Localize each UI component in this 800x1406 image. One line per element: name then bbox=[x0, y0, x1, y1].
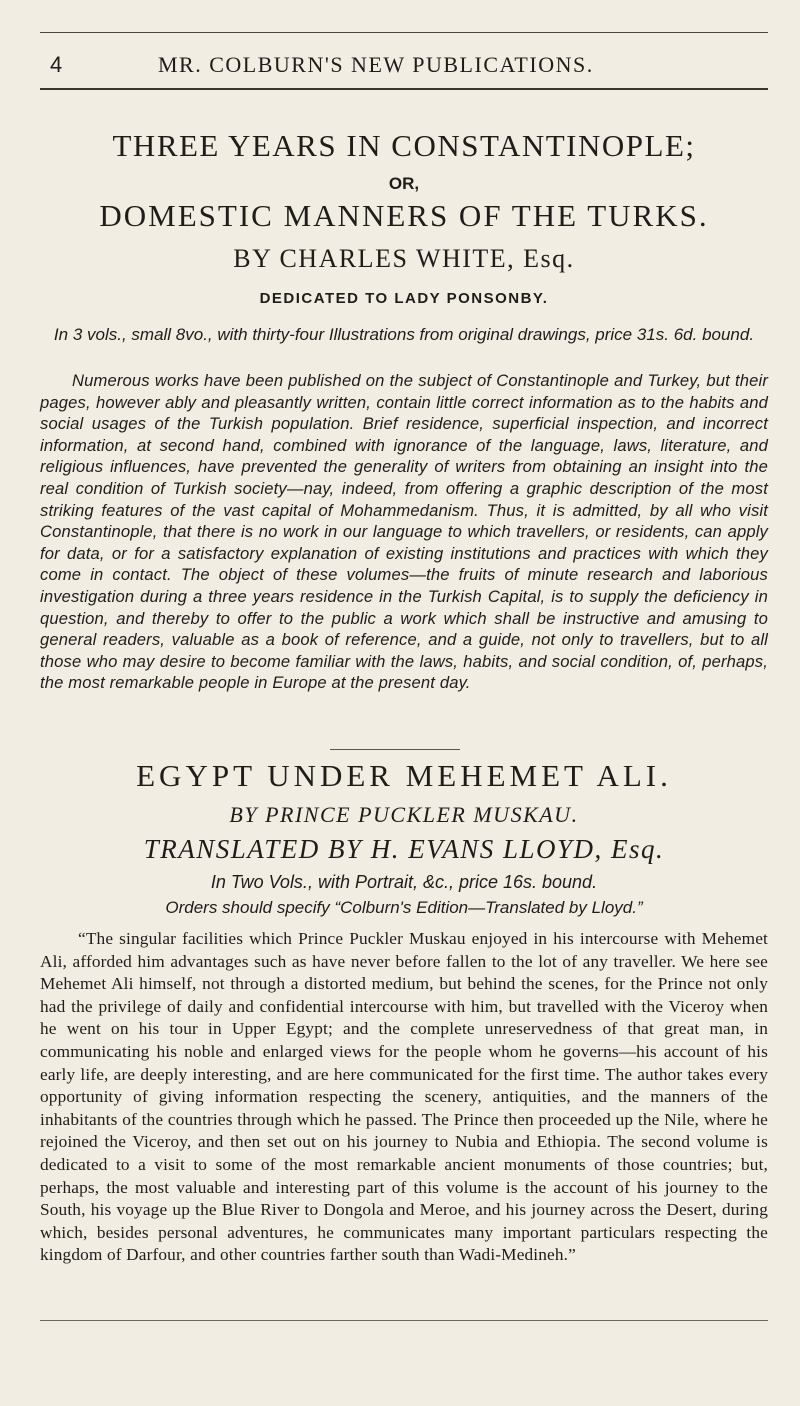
book1-author: BY CHARLES WHITE, Esq. bbox=[233, 244, 575, 273]
footer-rule bbox=[40, 1320, 768, 1321]
book2-volumes: In Two Vols., with Portrait, &c., price 16s. bound. bbox=[210, 872, 598, 892]
page bbox=[40, 14, 768, 1394]
header-rule bbox=[40, 88, 768, 90]
book1-title: THREE YEARS IN CONSTANTINOPLE; bbox=[112, 128, 696, 163]
book1-description: Numerous works have been published on the subject of Constantinople and Turkey, but their pages, however ably and pleasantly written, contain little correct information as to the habits and social usages of the Turkish population. Brief residence, superficial inspection, and incorrect information, at second hand, combined with ignorance of the language, laws, literature, and religious influences, have prevented the generality of writers from obtaining an insight into the real condition of Turkish society—nay, indeed, from offering a graphic description of the most striking features of the vast capital of Mohammedanism. Thus, it is admitted, by all who visit Constantinople, that there is no work in our language to which travellers, or residents, can apply for data, or for a satisfactory explanation of existing institutions and practices with which they come in contact. The object of these volumes—the fruits of minute research and laborious investigation during a three years residence in the Turkish Capital, is to supply the deficiency in question, and thereby to offer to the public a work which shall be instructive and amusing to general readers, valuable as a book of reference, and a guide, not only to travellers, but to all those who may desire to become familiar with the laws, habits, and social condition, of, perhaps, the most remarkable people in Europe at the present day. bbox=[40, 371, 768, 693]
book2-title: EGYPT UNDER MEHEMET ALI. bbox=[136, 758, 672, 793]
section-divider bbox=[330, 749, 460, 750]
book2-translator: TRANSLATED BY H. EVANS LLOYD, Esq. bbox=[143, 834, 665, 864]
book1-volumes: In 3 vols., small 8vo., with thirty-four Illustrations from original drawings, price 31s. 6d. bound. bbox=[53, 325, 755, 344]
running-title: MR. COLBURN'S NEW PUBLICATIONS. bbox=[158, 52, 594, 77]
book1-subtitle: DOMESTIC MANNERS OF THE TURKS. bbox=[99, 198, 709, 233]
book2-description: “The singular facilities which Prince Puckler Muskau enjoyed in his intercourse with Mehemet Ali, afforded him advantages such as have never before fallen to the lot of any traveller. We here see Mehemet Ali himself, not through a distorted medium, but behind the scenes, for the Prince not only had the privilege of daily and confidential intercourse with him, but travelled with the Viceroy when he went on his tour in Upper Egypt; and the complete unreservedness of that great man, in communicating his noble and enlarged views for the people whom he governs—his account of his early life, are deeply interesting, and are here communicated for the first time. The author takes every opportunity of giving information respecting the scenery, antiquities, and the manners of the inhabitants of the countries through which he passed. The Prince then proceeded up the Nile, where he rejoined the Viceroy, and then set out on his journey to Nubia and Ethiopia. The second volume is dedicated to a visit to some of the most remarkable ancient monuments of those countries; but, perhaps, the most valuable and interesting part of this volume is the account of his journey to the South, his voyage up the Blue River to Dongola and Meroe, and his journey across the Desert, during which, besides personal adventures, he communicates many important particulars respecting the kingdom of Darfour, and other countries farther south than Wadi-Medineh.” bbox=[40, 929, 768, 1265]
book2-orders: Orders should specify “Colburn's Edition—Translated by Lloyd.” bbox=[165, 898, 643, 917]
book2-author: BY PRINCE PUCKLER MUSKAU. bbox=[229, 802, 579, 827]
book1-or: OR, bbox=[388, 174, 420, 193]
book1-dedication: DEDICATED TO LADY PONSONBY. bbox=[259, 290, 549, 307]
page-number: 4 bbox=[50, 52, 64, 77]
top-rule bbox=[40, 32, 768, 33]
